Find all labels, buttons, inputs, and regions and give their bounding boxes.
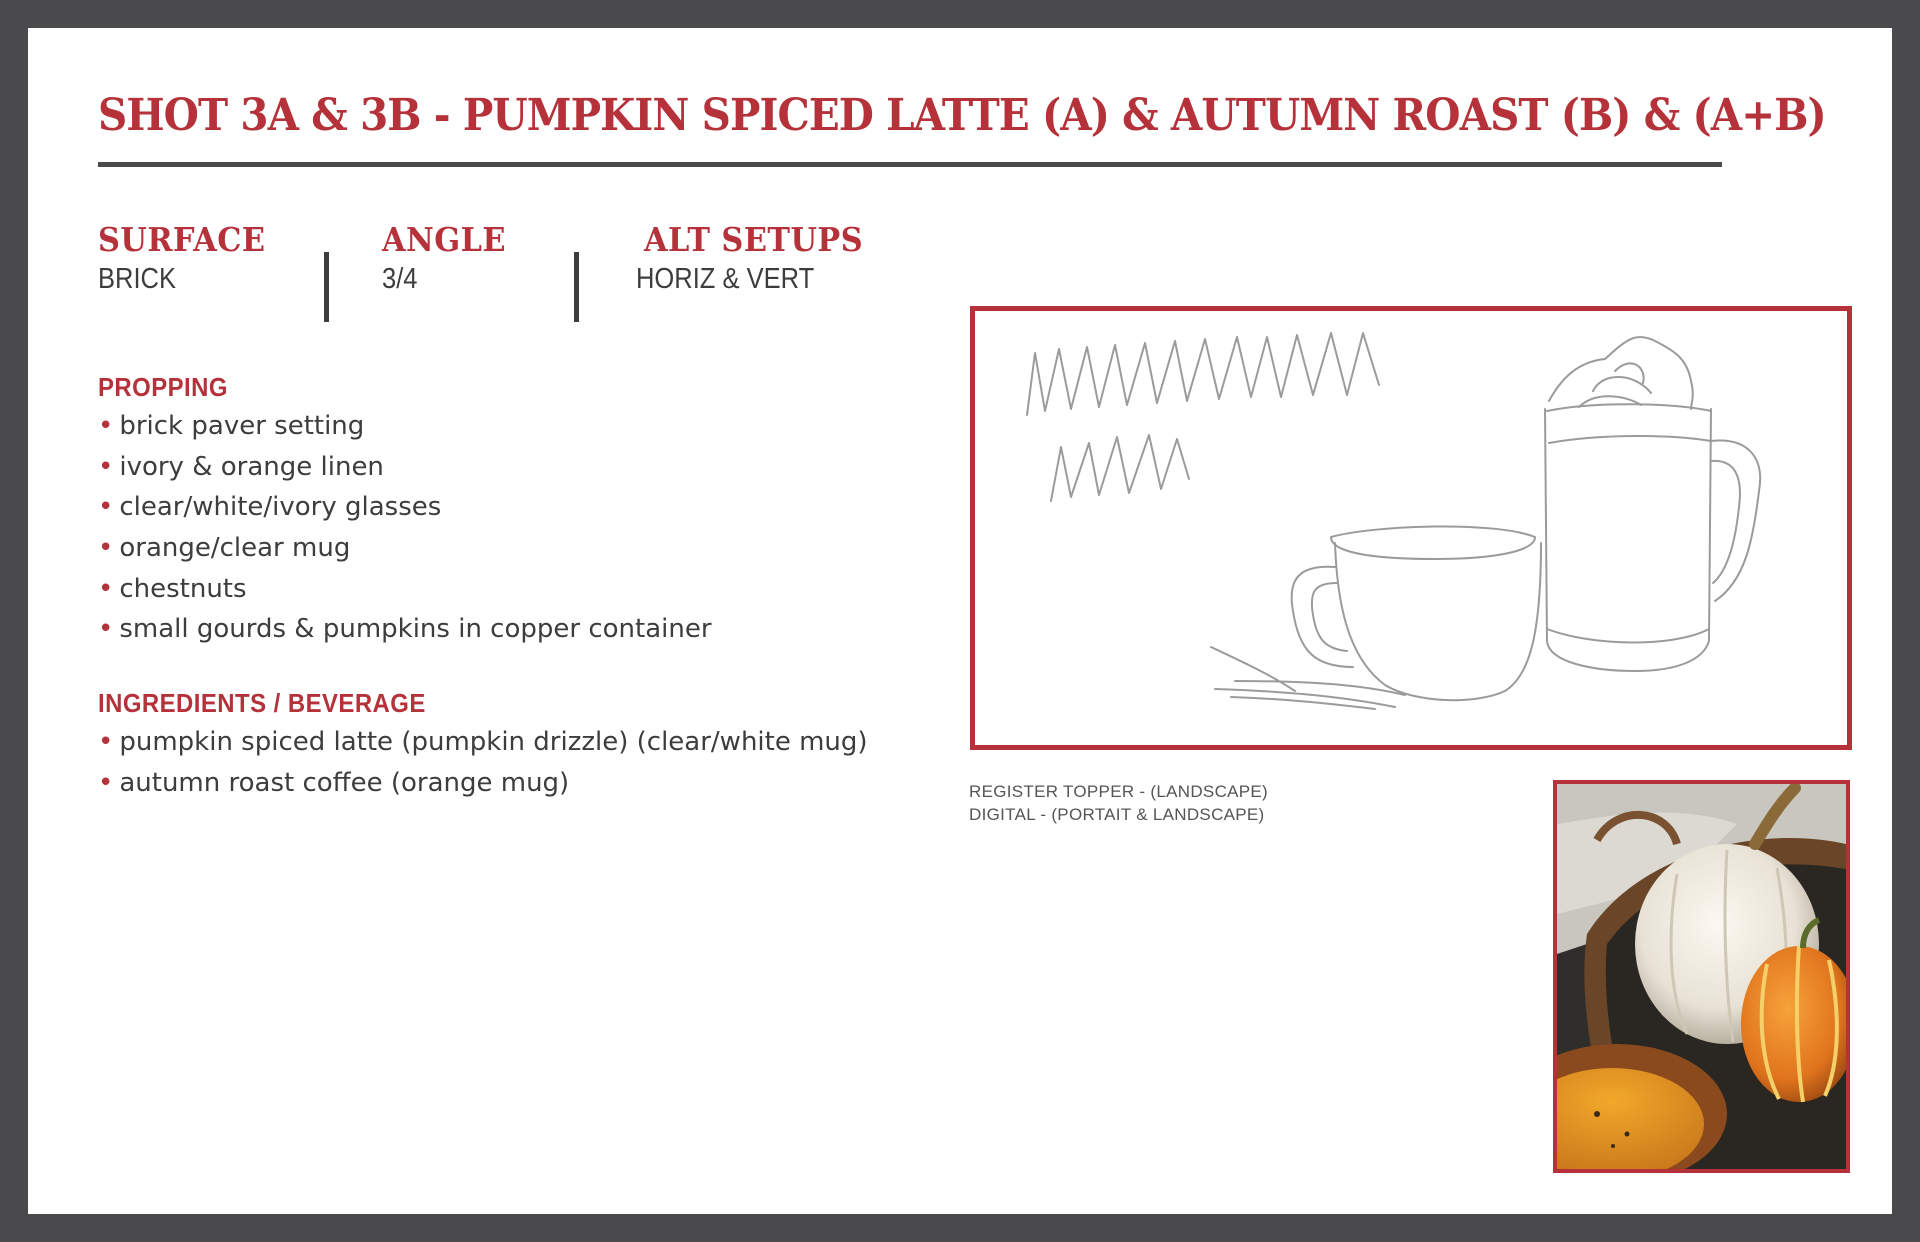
spec-surface-label: SURFACE (98, 220, 266, 259)
list-item-text: clear/white/ivory glasses (119, 492, 442, 523)
list-item-text: pumpkin spiced latte (pumpkin drizzle) (clear/white mug) (119, 727, 868, 757)
caption-line: REGISTER TOPPER - (LANDSCAPE) (969, 782, 1269, 801)
list-item-text: orange/clear mug (119, 533, 351, 564)
shot-sheet (28, 28, 1892, 1214)
mug-sketch-illustration (975, 311, 1847, 745)
list-item (98, 406, 712, 447)
list-item (98, 722, 868, 763)
list-item-text: chestnuts (119, 573, 247, 604)
ingredients-heading: INGREDIENTS / BEVERAGE (98, 688, 426, 718)
list-item-text: ivory & orange linen (119, 451, 384, 482)
bullet-icon: • (98, 767, 114, 798)
bullet-icon: • (98, 451, 114, 482)
bullet-icon: • (98, 614, 114, 645)
bullet-icon: • (98, 411, 114, 441)
spec-surface-value: BRICK (98, 263, 177, 295)
title-divider (98, 162, 1722, 167)
list-item (98, 569, 712, 610)
spec-alt-setups-label: ALT SETUPS (644, 220, 864, 259)
spec-alt-setups (636, 220, 882, 296)
pumpkin-photo-illustration (1557, 784, 1846, 1169)
list-item (98, 447, 712, 488)
propping-list (98, 406, 712, 650)
spec-angle (382, 220, 517, 296)
spec-alt-setups-value: HORIZ & VERT (636, 263, 815, 295)
spec-angle-label: ANGLE (382, 220, 507, 259)
reference-photo (1553, 780, 1850, 1173)
list-item-text: small gourds & pumpkins in copper container (119, 614, 712, 645)
bullet-icon: • (98, 573, 114, 604)
list-item (98, 487, 712, 528)
spec-divider (574, 252, 579, 322)
propping-heading: PROPPING (98, 372, 228, 402)
list-item-text: brick paver setting (119, 411, 365, 441)
list-item (98, 528, 712, 569)
spec-divider (324, 252, 329, 322)
caption-line: DIGITAL - (PORTAIT & LANDSCAPE) (969, 805, 1265, 824)
page-title: SHOT 3A & 3B - PUMPKIN SPICED LATTE (A) & AUTUMN ROAST (B) & (A+B) (98, 90, 1826, 141)
sketch-image (970, 306, 1852, 750)
usage-caption (969, 780, 1268, 826)
list-item-text: autumn roast coffee (orange mug) (119, 767, 570, 798)
spec-surface (98, 220, 280, 296)
bullet-icon: • (98, 533, 114, 564)
ingredients-list (98, 722, 868, 803)
list-item (98, 763, 868, 804)
list-item (98, 609, 712, 650)
bullet-icon: • (98, 727, 114, 757)
spec-angle-value: 3/4 (382, 263, 418, 295)
bullet-icon: • (98, 492, 114, 523)
